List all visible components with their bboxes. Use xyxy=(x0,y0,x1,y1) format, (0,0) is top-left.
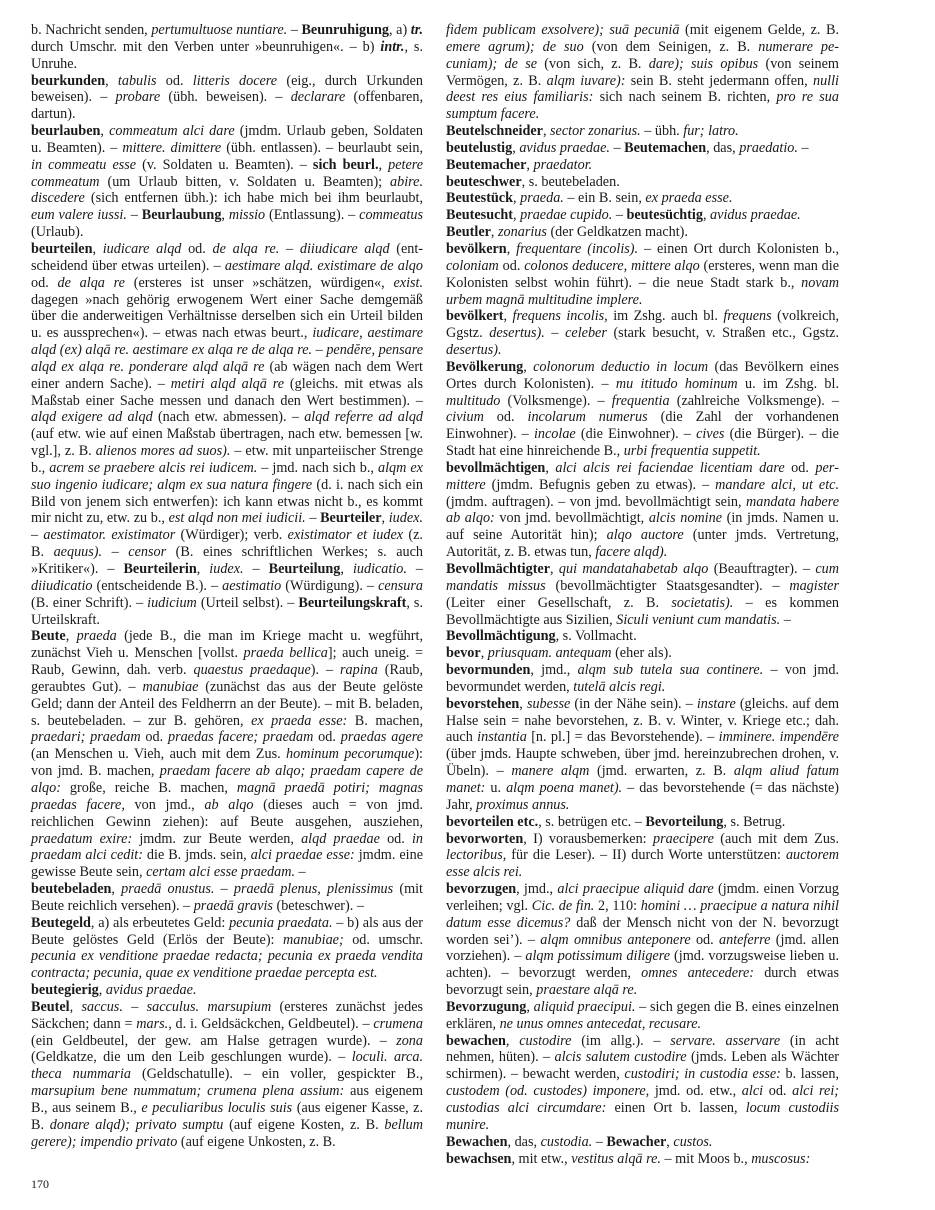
dictionary-entry: bevollmächtigen, alci alcis rei faciendae licentiam dare od. permittere (jmdm. Befugnis geben zu etwas). – mandare alci, ut etc. (jmdm. auftragen). – von jmd. bevollmächtigt sein, mandata habere ab alqo: von jmd. bevollmächtigt, alcis nomine (in jmds. Namen u. auf seine Autorität hin); alqo auctore (unter jmds. Vertretung, Autorität, z. B. etwas tun, facere alqd). xyxy=(446,459,840,561)
page-number: 170 xyxy=(31,1177,49,1191)
dictionary-entry: bevor, priusquam. antequam (eher als). xyxy=(446,645,672,662)
dictionary-entry: b. Nachricht senden, pertumultuose nuntiare. – Beunruhigung, a) tr. durch Umschr. mit den Verben unter »beunruhigen«. – b) intr., s. Unruhe. xyxy=(31,22,423,72)
dictionary-entry: beuteschwer, s. beutebeladen. xyxy=(446,173,620,190)
dictionary-entry: Beutesucht, praedae cupido. – beutesüchtig, avidus praedae. xyxy=(446,207,801,224)
dictionary-entry: bewachen, custodire (im allg.). – servare. asservare (in acht nehmen, hüten). – alcis salutem custodire (jmds. Leben als Wächter schirmen). – bewacht werden, custodiri; in custodia esse: b. lassen, custodem (od. custodes) imponere, jmd. od. etw., alci od. alci rei; custodias alci circumdare: einen Ort b. lassen, locum custodiis munire. xyxy=(446,1032,840,1133)
dictionary-entry: beutebeladen, praedā onustus. – praedā plenus, plenissimus (mit Beute reichlich versehen). – praedā gravis (beteschwer). – xyxy=(31,881,424,914)
dictionary-entry: Bevollmächtigter, qui mandatahabetab alqo (Beauftragter). – cum mandatis missus (bevollmächtigter Staatsgesandter). – magister (Leiter einer Gesellschaft, z. B. societatis). – es kommen Bevollmächtigte aus Sizilien, Siculi veniunt cum mandatis. – xyxy=(446,561,840,628)
dictionary-entry: Bevölkerung, colonorum deductio in locum (das Bevölkern eines Ortes durch Kolonisten). – mu ititudo hominum u. im Zshg. bl. multitudo (Volksmenge). – frequentia (zahlreiche Volksmenge). – civium od. incolarum numerus (die Zahl der vorhandenen Einwohner). – incolae (die Einwohner). – cives (die Bürger). – die Stadt hat eine hinreichende B., urbi frequentia suppetit. xyxy=(446,358,839,460)
dictionary-entry: bevorworten, I) vorausbemerken: praecipere (auch mit dem Zus. lectoribus, für die Leser). – II) durch Worte unterstützen: auctorem esse alcis rei. xyxy=(446,830,839,881)
dictionary-entry: Bewachen, das, custodia. – Bewacher, custos. xyxy=(446,1133,713,1150)
dictionary-entry: bevorzugen, jmd., alci praecipue aliquid dare (jmdm. einen Vorzug verleihen; vgl. Cic. de fin. 2, 110: homini … praecipue a natura nihil datum esse dicemus? daß der Mensch nicht von der N. bevorzugt worden sei’). – alqm omnibus anteponere od. anteferre (jmd. allen vorziehen). – alqm potissimum diligere (jmd. vorzugsweise lieben u. achten). – bevorzugt werden, omnes antecedere: durch etwas bevorzugt sein, praestare alqā re. xyxy=(446,881,840,999)
dictionary-entry: Beutel, saccus. – sacculus. marsupium (ersteres zunächst jedes Säckchen; dann = mars., d. i. Geldsäckchen, Geldbeutel). – crumena (ein Geldbeutel, der gew. am Halse getragen wurde). – zona (Geldkatze, die um den Leib geschlungen wurde). – loculi. arca. theca nummaria (Geldschatulle). – ein voller, gespickter B., marsupium bene nummatum; crumena plena assium: aus eigenem B., aus seinem B., e peculiaribus loculis suis (aus eigener Kasse, z. B. donare alqd); privato sumptu (auf eigene Kosten, z. B. bellum gerere); impendio privato (auf eigene Unkosten, z. B. xyxy=(31,998,424,1150)
dictionary-entry: Beutler, zonarius (der Geldkatzen macht). xyxy=(446,224,688,241)
dictionary-entry: bewachsen, mit etw., vestitus alqā re. – mit Moos b., muscosus: xyxy=(446,1150,811,1167)
dictionary-entry: beurlauben, commeatum alci dare (jmdm. Urlaub geben, Soldaten u. Beamten). – mittere. dimittere (übh. entlassen). – beurlaubt sein, in commeatu esse (v. Soldaten u. Beamten). – sich beurl., petere commeatum (um Urlaub bitten, v. Soldaten u. Beamten); abire. discedere (sich entfernen übh.): ich habe mich bei ihm beurlaubt, eum valere iussi. – Beurlaubung, missio (Entlassung). – commeatus (Urlaub). xyxy=(31,123,424,241)
dictionary-entry: Bevollmächtigung, s. Vollmacht. xyxy=(446,628,637,645)
dictionary-entry: fidem publicam exsolvere); suā pecuniā (mit eigenem Gelde, z. B. emere agrum); de suo (von dem Seinigen, z. B. numerare pecuniam); de se (von sich, z. B. dare); suis opibus (von seinem Vermögen, z. B. alqm iuvare): sein B. steht jedermann offen, nulli deest res eius familiaris: sich nach seinem B. richten, pro re sua sumptum facere. xyxy=(446,22,839,123)
dictionary-entry: bevorteilen etc., s. betrügen etc. – Bevorteilung, s. Betrug. xyxy=(446,813,786,830)
dictionary-entry: Beute, praeda (jede B., die man im Kriege macht u. wegführt, zunächst Vieh u. Menschen [vollst. praeda bellica]; auch uneig. = Raub, Gewinn, dah. verb. quaestus praedaque). – rapina (Raub, geraubtes Gut). – manubiae (zunächst das aus der Beute gelöste Geld; dann der Anteil des Feldherrn an der Beute). – mit B. beladen, s. beutebeladen. – zur B. gehören, ex praeda esse: B. machen, praedari; praedam od. praedas facere; praedam od. praedas agere (an Menschen u. Vieh, auch mit dem Zus. hominum pecorumque): von jmd. B. machen, praedam facere ab alqo; praedam capere de alqo: große, reiche B. machen, magnā praedā potiri; magnas praedas facere, von jmd., ab alqo (dieses auch = von jmd. reichlichen Gewinn ziehen): auf Beute ausgehen, ausziehen, praedatum exire: jmdm. zur Beute werden, alqd praedae od. in praedam alci cedit: die B. jmds. sein, alci praedae esse: jmdm. eine gewisse Beute sein, certam alci esse praedam. – xyxy=(31,628,424,881)
dictionary-entry: bevölkern, frequentare (incolis). – einen Ort durch Kolonisten b., coloniam od. colonos deducere, mittere alqo (ersteres, wenn man die Kolonisten selbst wohin führt). – die neue Stadt stark b., novam urbem magnā multitudine implere. xyxy=(446,240,840,308)
dictionary-entry: Beutemacher, praedator. xyxy=(446,156,593,173)
dictionary-entry: bevölkert, frequens incolis, im Zshg. auch bl. frequens (volkreich, Ggstz. desertus). – celeber (stark besucht, v. Straßen etc., Ggstz. desertus). xyxy=(446,308,840,359)
dictionary-entry: beutelustig, avidus praedae. – Beutemachen, das, praedatio. – xyxy=(446,139,809,156)
right-column xyxy=(446,22,839,1167)
dictionary-entry: Beutelschneider, sector zonarius. – übh. fur; latro. xyxy=(446,123,739,140)
dictionary-entry: Beutegeld, a) als erbeutetes Geld: pecunia praedata. – b) als aus der Beute gelöstes Geld (Erlös der Beute): manubiae; od. umschr. pecunia ex venditione praedae redacta; pecunia ex praeda vendita contracta; pecunia, quae ex venditione praedae percepta est. xyxy=(31,914,424,982)
dictionary-entry: beurkunden, tabulis od. litteris docere (eig., durch Urkunden beweisen). – probare (übh. beweisen). – declarare (offenbaren, dartun). xyxy=(31,72,423,123)
dictionary-entry: bevorstehen, subesse (in der Nähe sein). – instare (gleichs. auf dem Halse sein = nahe bevorstehen, z. B. v. Winter, v. Kriege etc.; dah. auch instantia [n. pl.] = das Bevorstehende). – imminere. impendēre (über jmds. Haupte schweben, über jmd. hereinzubrechen drohen, v. Übeln). – manere alqm (jmd. erwarten, z. B. alqm aliud fatum manet: u. alqm poena manet). – das bevorstehende (= das nächste) Jahr, proximus annus. xyxy=(446,695,840,813)
dictionary-entry: Bevorzugung, aliquid praecipui. – sich gegen die B. eines einzelnen erklären, ne unus omnes antecedat, recusare. xyxy=(446,998,840,1032)
dictionary-entry: Beutestück, praeda. – ein B. sein, ex praeda esse. xyxy=(446,190,733,207)
dictionary-entry: bevormunden, jmd., alqm sub tutela sua continere. – von jmd. bevormundet werden, tutelā alcis regi. xyxy=(446,662,839,695)
dictionary-entry: beurteilen, iudicare alqd od. de alqa re. – diiudicare alqd (entscheidend über etwas urteilen). – aestimare alqd. existimare de alqo od. de alqa re (ersteres ist unser »schätzen, würdigen«, exist. dagegen »nach gehörig erwogenem Wert einer Sache demgemäß über die anderweitigen Verhältnisse derselben sich ein Urteil bilden u. es aussprechen«). – etwas nach etwas beurt., iudicare, aestimare alqd (ex) alqā re. aestimare ex alqa re de alqa re. – pendĕre, pensare alqd ex alqa re. ponderare alqd alqā re (ab wägen nach dem Wert einer andern Sache). – metiri alqd alqā re (gleichs. mit etwas als Maßstab einer Sache messen und danach den Wert bestimmen). – alqd exigere ad alqd (nach etw. abmessen). – alqd referre ad alqd (auf etw. wie auf einen Maßstab übertragen, nach etw. bemessen [w. vgl.], z. B. alienos mores ad suos). – etw. mit unparteiischer Strenge b., acrem se praebere alcis rei iudicem. – jmd. nach sich b., alqm ex suo ingenio iudicare; alqm ex sua natura fingere (d. i. nach sich ein Bild von jenem sich entwerfen): ich kann etwas nicht b., es kommt mir nicht zu, etw. zu b., est alqd non mei iudicii. – Beurteiler, iudex. – aestimator. existimator (Würdiger); verb. existimator et iudex (z. B. aequus). – censor (B. eines schriftlichen Werkes; s. auch »Kritiker«). – Beurteilerin, iudex. – Beurteilung, iudicatio. – diiudicatio (entscheidende B.). – aestimatio (Würdigung). – censura (B. einer Schrift). – iudicium (Urteil selbst). – Beurteilungskraft, s. Urteilskraft. xyxy=(31,240,424,628)
dictionary-entry: beutegierig, avidus praedae. xyxy=(31,982,197,999)
left-column xyxy=(31,22,423,1151)
